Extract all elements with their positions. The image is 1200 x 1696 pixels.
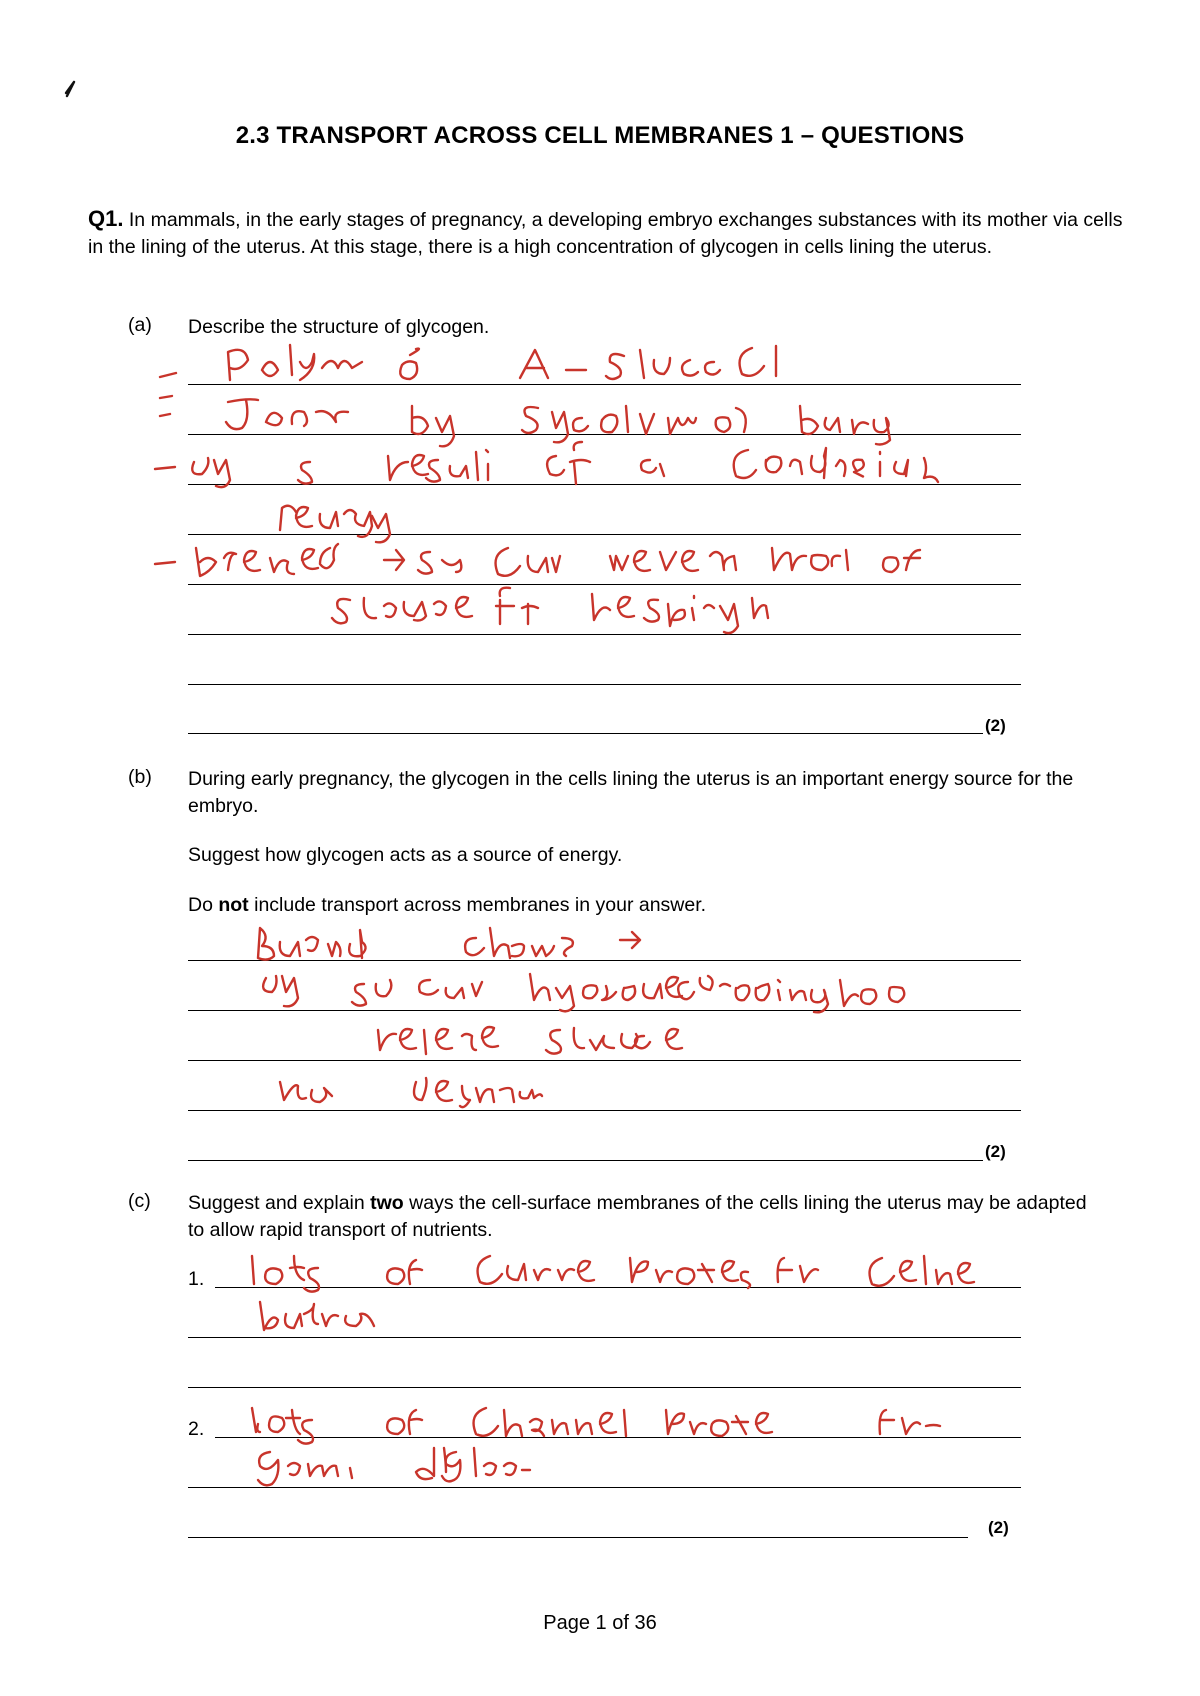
answer-line[interactable] <box>188 960 1021 961</box>
q1b-text-3-bold: not <box>218 894 249 916</box>
answer-line[interactable] <box>215 1287 1021 1288</box>
q1-intro-text: In mammals, in the early stages of pregnancy, a developing embryo exchanges substances with its mother via cells in the lining of the uterus. At this stage, there is a high concentration of glycogen in cells lining the uterus. <box>88 209 1123 258</box>
q1-intro <box>88 205 1128 261</box>
answer-line[interactable] <box>188 1387 1021 1388</box>
q1c-text <box>188 1190 1088 1244</box>
q1c-item-2-number: 2. <box>188 1418 205 1440</box>
q1c-text-bold: two <box>370 1192 404 1214</box>
page-title: 2.3 TRANSPORT ACROSS CELL MEMBRANES 1 – QUESTIONS <box>235 122 965 149</box>
q1c-item-1-number: 1. <box>188 1268 205 1290</box>
answer-line[interactable] <box>188 1060 1021 1061</box>
q1c-handwritten-answer <box>0 0 39 1</box>
q1a-marks: (2) <box>985 716 1006 735</box>
answer-line[interactable] <box>188 434 1021 435</box>
q1c-text-pre: Suggest and explain <box>188 1192 371 1214</box>
answer-line[interactable] <box>188 634 1021 635</box>
hw-c-1 <box>18 0 38 1</box>
q1c-label: (c) <box>128 1190 151 1212</box>
answer-line-last[interactable] <box>188 1537 968 1538</box>
q1b-text-3-pre: Do <box>188 894 219 916</box>
hw-c-0 <box>0 0 18 1</box>
q1b-text-3-post: include transport across membranes in your answer. <box>248 894 707 916</box>
q1b-text-2: Suggest how glycogen acts as a source of energy. <box>188 844 623 866</box>
q1b-label: (b) <box>128 766 152 788</box>
q1b-marks: (2) <box>985 1142 1006 1161</box>
q1c-marks: (2) <box>988 1518 1009 1537</box>
q1a-text: Describe the structure of glycogen. <box>188 316 490 338</box>
answer-line[interactable] <box>188 584 1021 585</box>
q1c-text-post: ways the cell-surface membranes of the cells lining the uterus may be adapted to allow rapid transport of nutrients. <box>188 1192 1087 1241</box>
answer-line[interactable] <box>188 1110 1021 1111</box>
answer-line[interactable] <box>188 384 1021 385</box>
q1b-text-1: During early pregnancy, the glycogen in the cells lining the uterus is an important energy source for the embryo. <box>188 768 1074 817</box>
answer-line[interactable] <box>188 1337 1021 1338</box>
answer-line[interactable] <box>188 1010 1021 1011</box>
hw-a-4 <box>39 0 53 1</box>
answer-line-last[interactable] <box>188 1160 983 1161</box>
answer-line-last[interactable] <box>188 733 983 734</box>
hw-a-5 <box>54 0 64 1</box>
q1b-text-3 <box>188 892 1088 919</box>
q1a-label: (a) <box>128 314 152 336</box>
answer-line[interactable] <box>188 484 1021 485</box>
answer-line[interactable] <box>215 1437 1021 1438</box>
answer-line[interactable] <box>188 1487 1021 1488</box>
q1-number: Q1. <box>88 206 124 231</box>
page-footer: Page 1 of 36 <box>543 1612 657 1634</box>
answer-line[interactable] <box>188 534 1021 535</box>
answer-line[interactable] <box>188 684 1021 685</box>
